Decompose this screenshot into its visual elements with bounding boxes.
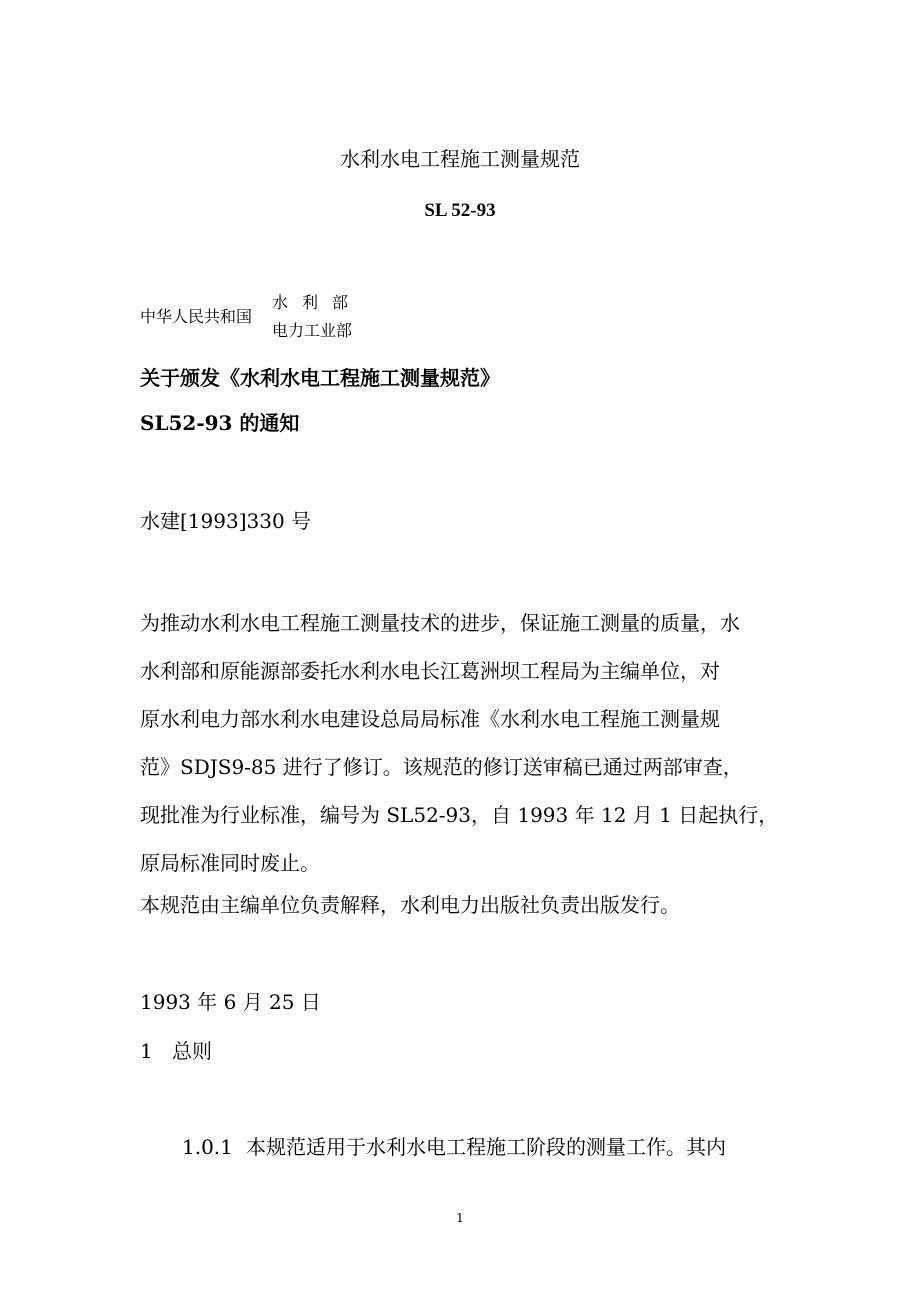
clause — [182, 1133, 726, 1161]
paragraph-line: 现批准为行业标准，编号为 SL52-93，自 1993 年 12 月 1 日起执行， — [140, 803, 779, 827]
section-title: 总则 — [172, 1039, 212, 1063]
paragraph-line: 水利部和原能源部委托水利水电长江葛洲坝工程局为主编单位，对 — [140, 659, 720, 683]
section-number: 1 — [140, 1039, 153, 1063]
section-heading — [140, 1037, 212, 1065]
page-number: 1 — [456, 1211, 464, 1225]
notice-paragraph — [140, 599, 800, 887]
document-number: 水建[1993]330 号 — [140, 509, 312, 533]
paragraph-line: 原水利电力部水利水电建设总局局标准《水利水电工程施工测量规 — [140, 707, 720, 731]
clause-text: 本规范适用于水利水电工程施工阶段的测量工作。其内 — [246, 1135, 726, 1159]
issuer-ministry-water: 水利部 — [272, 293, 363, 312]
clause-number: 1.0.1 — [182, 1135, 233, 1159]
paragraph-line: 为推动水利水电工程施工测量技术的进步，保证施工测量的质量，水 — [140, 611, 740, 635]
responsibility-paragraph: 本规范由主编单位负责解释，水利电力出版社负责出版发行。 — [140, 893, 680, 917]
notice-heading-line2: SL52-93 的通知 — [140, 411, 300, 435]
document-title: 水利水电工程施工测量规范 — [340, 147, 580, 171]
issuer-prefix: 中华人民共和国 — [140, 307, 253, 326]
notice-heading-line1: 关于颁发《水利水电工程施工测量规范》 — [140, 366, 500, 390]
paragraph-line: 范》SDJS9-85 进行了修订。该规范的修订送审稿已通过两部审查， — [140, 755, 743, 779]
paragraph-line: 原局标准同时废止。 — [140, 851, 320, 875]
issue-date: 1993 年 6 月 25 日 — [140, 990, 321, 1014]
standard-code: SL 52-93 — [424, 200, 496, 221]
issuer-ministry-power: 电力工业部 — [272, 321, 353, 340]
